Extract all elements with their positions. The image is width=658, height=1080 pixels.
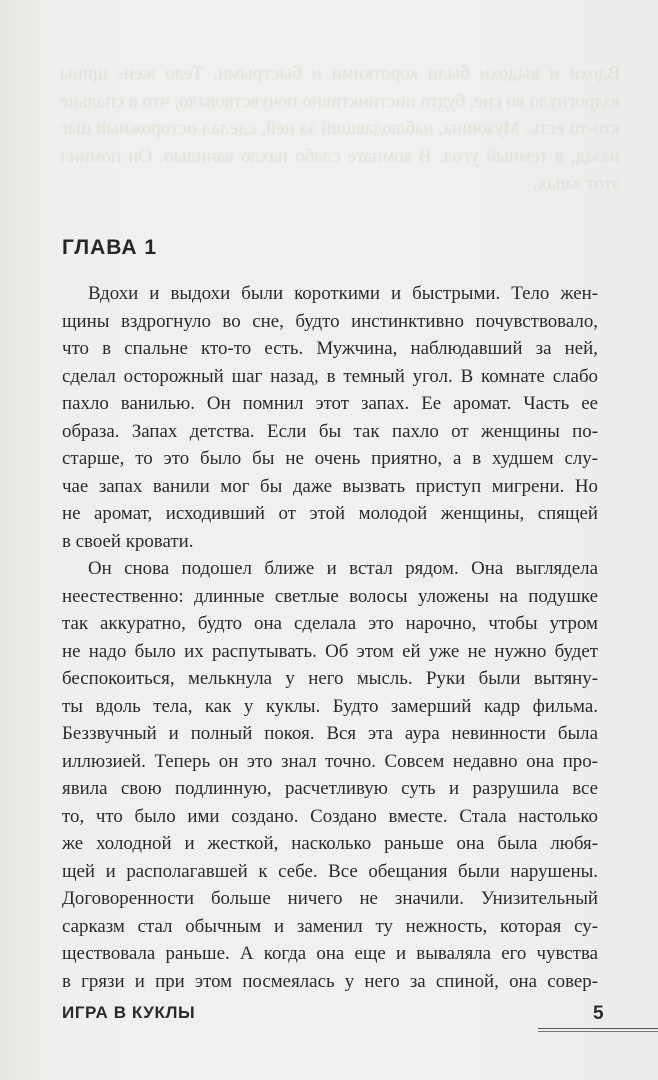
- text-line: иллюзией. Теперь он это знал точно. Совсем недавно она про-: [62, 750, 598, 772]
- show-through-text: Вдохи и выдохи были короткими и быстрыми. Тело жен- щины вздрогнуло во сне, будто инстинктивно почувствовало, что в спальне кто-то есть. Мужчина, наблюдавший за ней, сделал осторожный шаг назад, в темный угол. В комнате слабо пахло ванилью. Он помнил этот запах.: [60, 63, 620, 194]
- chapter-heading: ГЛАВА 1: [62, 236, 158, 259]
- text-line: пахло ванилью. Он помнил этот запах. Ее аромат. Часть ее: [62, 393, 598, 414]
- text-line: старше, то это было бы не очень приятно, а в худшем слу-: [62, 448, 598, 469]
- text-line: ты вдоль тела, как у куклы. Будто замерший кадр фильма.: [62, 695, 598, 717]
- text-line: Договоренности больше ничего не значили. Унизительный: [62, 888, 598, 909]
- chapter-body: [62, 280, 598, 995]
- text-line: Он снова подошел ближе и встал рядом. Она выглядела: [88, 558, 598, 579]
- text-line: сделал осторожный шаг назад, в темный угол. В комнате слабо: [62, 365, 598, 387]
- text-line: в своей кровати.: [62, 530, 194, 552]
- text-line: не аромат, исходивший от этой молодой женщины, спящей: [62, 503, 598, 524]
- text-line: беспокоиться, мелькнула у него мысль. Руки были вытяну-: [62, 668, 598, 689]
- text-line: щины вздрогнуло во сне, будто инстинктивно почувствовало,: [62, 310, 598, 332]
- text-line: чае запах ванили мог бы даже вызвать приступ мигрени. Но: [62, 475, 598, 497]
- text-line: сарказм стал обычным и заменил ту нежность, которая су-: [62, 915, 598, 937]
- text-line: то, что было ими создано. Создано вместе. Стала настолько: [62, 805, 598, 827]
- text-line: в грязи и при этом посмеялась у него за спиной, она совер-: [62, 970, 598, 992]
- text-line: так аккуратно, будто она сделала это нарочно, чтобы утром: [62, 613, 598, 634]
- running-footer-title: ИГРА В КУКЛЫ: [62, 1003, 196, 1022]
- text-line: щей и располагавшей к себе. Все обещания были нарушены.: [62, 860, 598, 882]
- text-line: же холодной и жесткой, насколько раньше она была любя-: [62, 833, 598, 854]
- text-line: не надо было их распутывать. Об этом ей уже не нужно будет: [62, 640, 598, 662]
- text-line: Вдохи и выдохи были короткими и быстрыми. Тело жен-: [88, 283, 598, 304]
- text-line: Беззвучный и полный покоя. Вся эта аура невинности была: [62, 723, 598, 744]
- text-line: что в спальне кто-то есть. Мужчина, наблюдавший за ней,: [62, 338, 598, 359]
- text-line: образа. Запах детства. Если бы так пахло от женщины по-: [62, 420, 598, 442]
- footer-rule: [538, 1031, 658, 1032]
- text-line: неестественно: длинные светлые волосы уложены на подушке: [62, 585, 598, 607]
- footer-rule: [538, 1028, 658, 1029]
- text-line: ществовала раньше. А когда она еще и вываляла его чувства: [62, 943, 598, 964]
- page-number: 5: [593, 1003, 604, 1024]
- text-line: явила свою подлинную, расчетливую суть и разрушила все: [62, 778, 598, 799]
